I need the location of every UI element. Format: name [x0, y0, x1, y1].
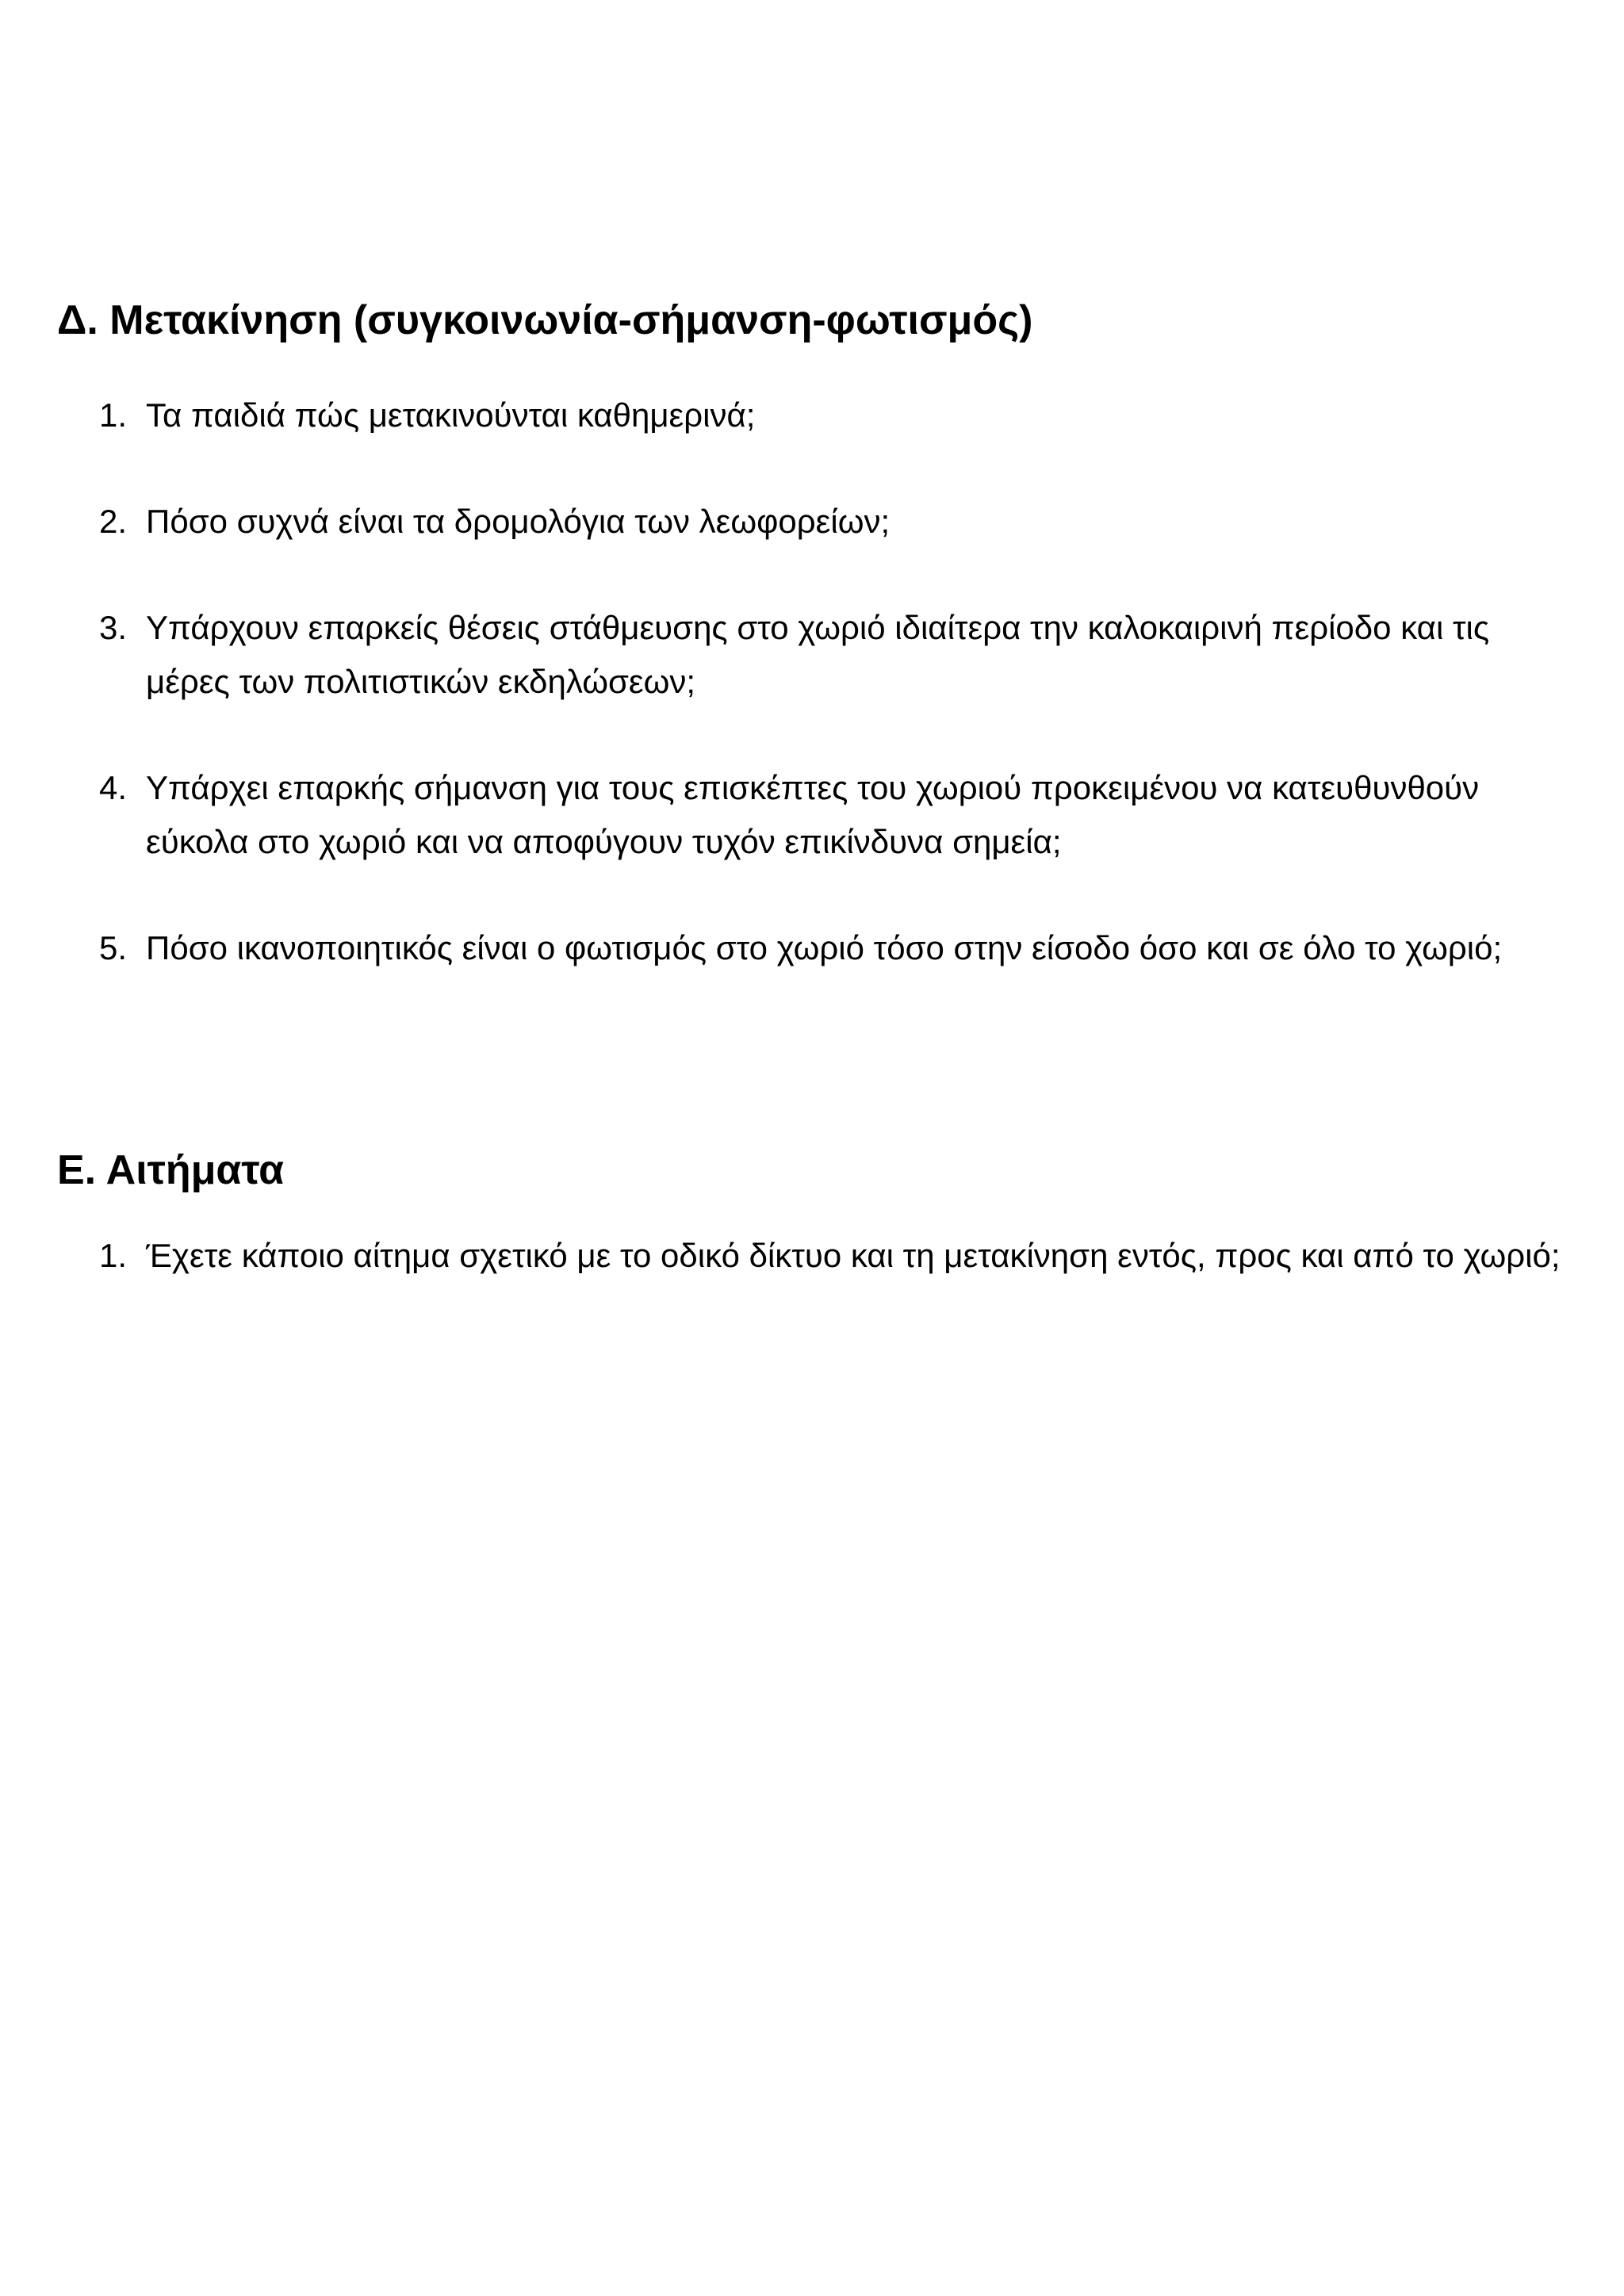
question-list [57, 388, 1580, 975]
section-requests [57, 1142, 1580, 1283]
question-list [57, 1229, 1580, 1283]
item-text: Έχετε κάποιο αίτημα σχετικό με το οδικό δίκτυο και τη μετακίνηση εντός, προς και από το χωριό; [146, 1237, 1561, 1274]
list-item [57, 495, 1580, 549]
item-text: Πόσο ικανοποιητικός είναι ο φωτισμός στο χωριό τόσο στην είσοδο όσο και σε όλο το χωριό; [146, 929, 1503, 966]
item-number: 2. [98, 503, 127, 540]
list-item [57, 601, 1580, 709]
section-heading: Δ. Μετακίνηση (συγκοινωνία-σήμανση-φωτισμός) [57, 297, 1033, 343]
list-item [57, 1229, 1580, 1283]
list-item [57, 388, 1580, 442]
item-text: Υπάρχουν επαρκείς θέσεις στάθμευσης στο χωριό ιδιαίτερα την καλοκαιρινή περίοδο και τις μέρες των πολιτιστικών εκδηλώσεων; [146, 609, 1490, 700]
list-item [57, 761, 1580, 869]
item-text: Υπάρχει επαρκής σήμανση για τους επισκέπτες του χωριού προκειμένου να κατευθυνθούν εύκολα στο χωριό και να αποφύγουν τυχόν επικίνδυνα σημεία; [146, 769, 1480, 860]
item-number: 4. [98, 769, 127, 806]
list-item [57, 921, 1580, 975]
item-number: 1. [98, 1237, 127, 1274]
section-mobility [57, 292, 1580, 975]
item-number: 3. [98, 609, 127, 646]
item-text: Τα παιδιά πώς μετακινούνται καθημερινά; [146, 396, 756, 434]
section-heading: Ε. Αιτήματα [57, 1147, 285, 1193]
item-number: 1. [98, 396, 127, 434]
item-text: Πόσο συχνά είναι τα δρομολόγια των λεωφορείων; [146, 503, 891, 540]
item-number: 5. [98, 929, 127, 966]
